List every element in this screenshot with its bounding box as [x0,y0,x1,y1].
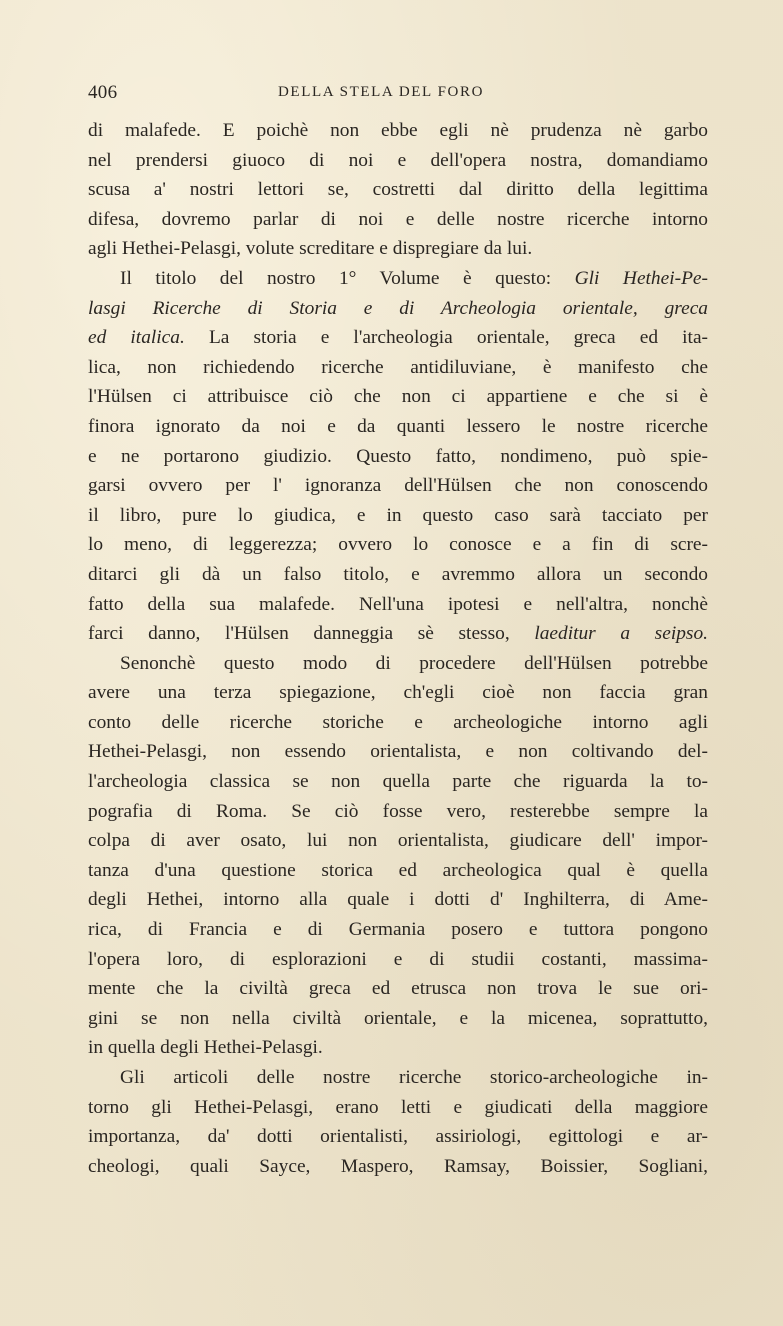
text-line: Senonchè questo modo di procedere dell'Hülsen potrebbe [120,652,708,674]
text-line: torno gli Hethei-Pelasgi, erano letti e giudicati della maggiore [88,1096,708,1118]
text-line: agli Hethei-Pelasgi, volute screditare e dispregiare da lui. [88,238,533,260]
text-line: lasgi Ricerche di Storia e di Archeologia orientale, greca [88,297,708,319]
text-line: in quella degli Hethei-Pelasgi. [88,1037,323,1059]
text-line: l'archeologia classica se non quella parte che riguarda la to- [88,771,708,793]
text-line: l'opera loro, di esplorazioni e di studii costanti, massima- [88,948,708,970]
running-title: DELLA STELA DEL FORO [278,84,485,100]
text-line: l'Hülsen ci attribuisce ciò che non ci appartiene e che si è [88,386,708,408]
text-line: importanza, da' dotti orientalisti, assiriologi, egittologi e ar- [88,1126,708,1148]
text-line: avere una terza spiegazione, ch'egli cioè non faccia gran [88,682,708,704]
text-line: scusa a' nostri lettori se, costretti dal diritto della legittima [88,179,708,201]
text-line: lo meno, di leggerezza; ovvero lo conosce e a fin di scre- [88,534,708,556]
italic-title: Gli Hethei-Pe- [574,267,708,289]
text-line: Hethei-Pelasgi, non essendo orientalista, e non coltivando del- [88,741,708,763]
text-line: Gli articoli delle nostre ricerche storico-archeologiche in- [120,1067,708,1088]
text-line: gini se non nella civiltà orientale, e la micenea, soprattutto, [88,1007,708,1029]
text-line: nel prendersi giuoco di noi e dell'opera nostra, domandiamo [88,149,708,171]
text-line: colpa di aver osato, lui non orientalista, giudicare dell' impor- [88,830,708,852]
text-line: pografia di Roma. Se ciò fosse vero, resterebbe sempre la [88,800,708,822]
text-line: difesa, dovremo parlar di noi e delle nostre ricerche intorno [88,208,708,230]
text-line: cheologi, quali Sayce, Maspero, Ramsay, Boissier, Sogliani, [88,1155,708,1177]
text-line: finora ignorato da noi e da quanti lessero le nostre ricerche [88,415,708,437]
text-line: farci danno, l'Hülsen danneggia sè stesso, laeditur a seipso. [88,623,708,645]
text-line: garsi ovvero per l' ignoranza dell'Hülsen che non conoscendo [88,475,708,497]
text-line: ed italica. La storia e l'archeologia orientale, greca ed ita- [88,327,709,349]
latin-phrase: laeditur a seipso. [534,623,708,645]
text-line: il libro, pure lo giudica, e in questo caso sarà tacciato per [88,504,708,526]
text-line: lica, non richiedendo ricerche antidiluviane, è manifesto che [88,356,708,378]
text-line: fatto della sua malafede. Nell'una ipotesi e nell'altra, nonchè [88,593,708,615]
text-line: di malafede. E poichè non ebbe egli nè prudenza nè garbo [88,120,708,141]
text-line: tanza d'una questione storica ed archeologica qual è quella [88,859,708,881]
page-header [88,82,708,106]
page-number: 406 [88,82,118,103]
italic-title: ed italica. [88,327,185,349]
text-line: ditarci gli dà un falso titolo, e avremmo allora un secondo [88,563,708,585]
text-line: degli Hethei, intorno alla quale i dotti d' Inghilterra, di Ame- [88,889,708,911]
text-line: rica, di Francia e di Germania posero e tuttora pongono [88,919,708,941]
text-line: mente che la civiltà greca ed etrusca non trova le sue ori- [88,978,708,1000]
text-line: Il titolo del nostro 1° Volume è questo: Gli Hethei-Pe- [120,267,708,289]
body-text [88,116,708,1181]
text-line: e ne portarono giudizio. Questo fatto, nondimeno, può spie- [88,445,708,467]
text-line: conto delle ricerche storiche e archeologiche intorno agli [88,711,708,733]
